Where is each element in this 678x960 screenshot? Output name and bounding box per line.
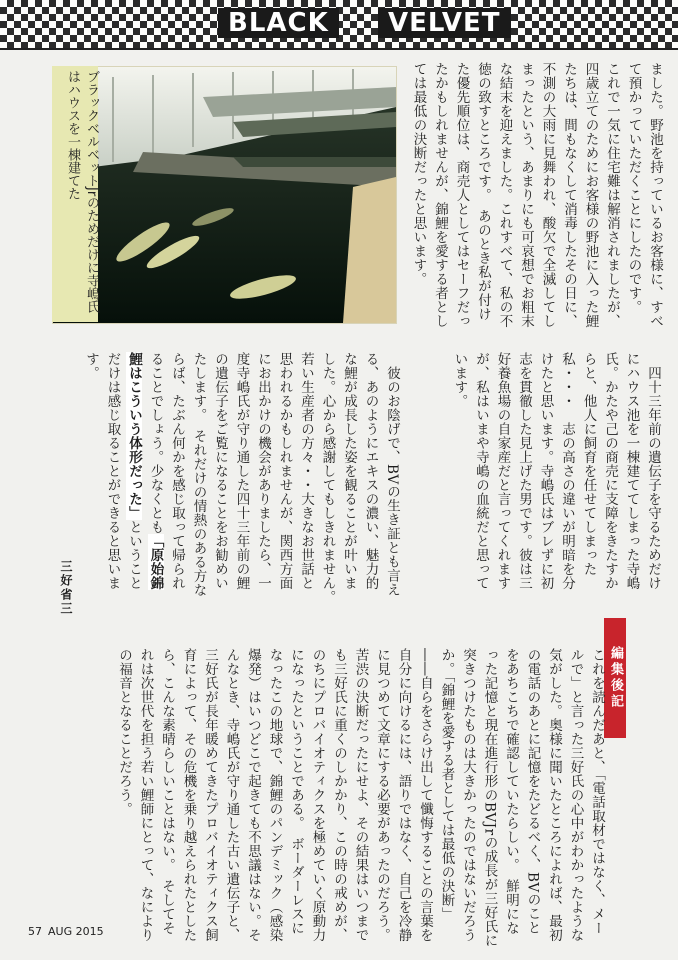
photo-caption-box [52, 66, 98, 322]
highlighted-quote: 「原始錦鯉はこういう体形だった」 [126, 352, 164, 590]
photo-caption: ブラックベルベットJrのためだけに寺嶋氏はハウスを一棟建てた [65, 70, 99, 314]
brand-title-right: VELVET [378, 8, 511, 38]
page-number: 57 [28, 925, 42, 938]
editor-note-tag: 編集後記 [604, 618, 626, 738]
article-column-middle-left [52, 352, 402, 612]
article-paragraph-end: ということだけは感じ取ることができると思います。 [83, 352, 142, 590]
editor-note-text: これを読んだあと、「電話取材ではなく、メールで」と言った三好氏の心中がわかったような気がした。奥様に聞いたところによれば、最初の電話のあとに記憶をたどるべく、BVのことをあちこちで確認していたらしい。 鮮明になった記憶と現在進行形のBVJrの成長が三好氏に突きつけたものは大きかったのではないだろうか。「錦鯉を愛する者としては最低の決断」――自らをさらけ出して懺悔することの言葉を自分に向けるには、語りではなく、自己を冷静に見つめて文章にする必要があったのだろう。苦渋の決断だったにせよ、その結果はいつまでも三好氏に重くのしかかり、この時の戒めが、のちにプロバイオティクスを極めていく原動力になったということである。 ボーダーレスになったこの地球で、錦鯉のパンデミック（感染爆発）はいつどこで起きても不思議はない。そんなとき、寺嶋氏が守り通した古い遺伝子と、三好氏が長年暖めてきたプロバイオティクス飼育によって、その危機を乗り越えられたとしたら、こんな素晴らしいことはない。 そしてそれは次世代を担う若い鯉師にとって、なによりの福音となることだろう。 [116, 648, 605, 948]
issue-date: AUG 2015 [48, 925, 104, 938]
brand-title-left: BLACK [218, 8, 339, 38]
article-paragraph: 彼のお陰げで、BVの生き証とも言える、あのようにエキスの濃い、魅力的な鯉が成長した姿を観ることが叶いました。心から感謝してもしきれません。 若い生産者の方々・・大きなお世話と思われるかもしれませんが、関西方面にお出かけの機会がありましたら、一度寺嶋氏が守り通した四十三年前の鯉の遺伝子をご覧になることをお勧めいたします。 それだけの情熱のある方ならば、たぶん何かを感じ取って帰られることでしょう。少なくとも [147, 352, 400, 612]
koi-pond-photo [52, 66, 397, 324]
author-signature: 三好省三 [59, 560, 73, 616]
article-column-top: ました。野池を持っているお客様に、すべて預かっていただくことにしたのです。 これで一気に住宅難は解消されましたが、四歳立てのためにお客様の野池に入った鯉たちは、間もなくして消毒したその日に、不測の大雨に見舞われ、酸欠で全滅してしまったという、あまりにも可哀想でお粗末な結末を迎えました。これすべて、私の不徳の致すところです。 あのとき私が付けた優先順位は、商売人としてはセーフだったかもしれませんが、錦鯉を愛する者としては最低の決断だったと思います。 [410, 62, 663, 328]
koi-pond-illustration [53, 67, 396, 323]
header-banner [0, 0, 678, 50]
article-column-middle-right: 四十三年前の遺伝子を守るためだけにハウス池を一棟建ててしまった寺嶋氏。かたや己の商売に支障をきたすからと、他人に飼育を任せてしまった私・・・ 志の高さの違いが明暗を分けたと思います。寺嶋氏はブレずに初志を貫徹した見上げた男です。彼は三好養魚場の自家産だと言ってくれますが、私はいまや寺嶋の血統だと思っています。 [451, 352, 661, 590]
